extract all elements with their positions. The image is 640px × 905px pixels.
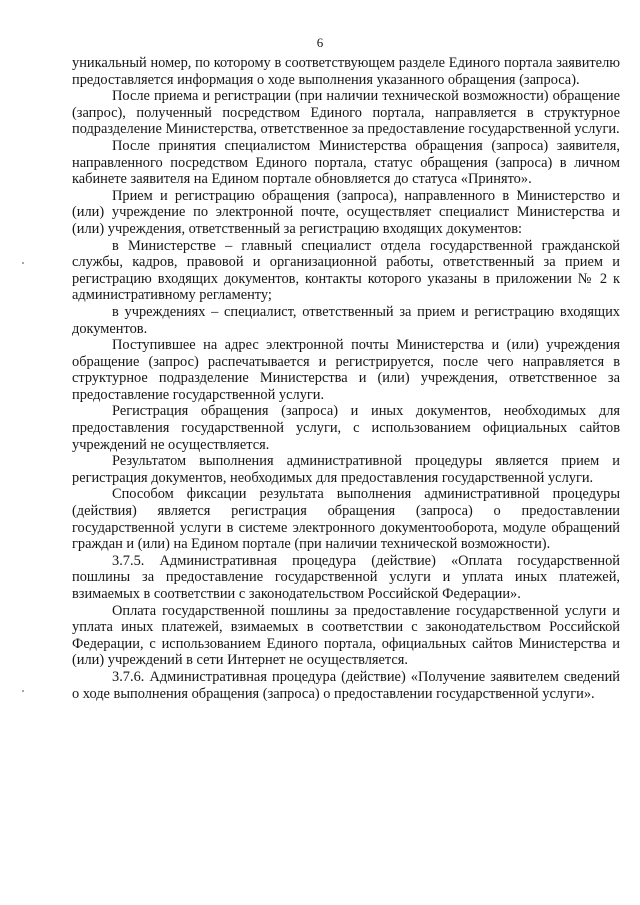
section-heading-3-7-6: 3.7.6. Административная процедура (действие) «Получение заявителем сведений о ходе выполнения обращения (запроса) о предоставлении государственной услуги». [72,668,620,702]
paragraph: Прием и регистрацию обращения (запроса), направленного в Министерство и (или) учреждение по электронной почте, осуществляет специалист Министерства и (или) учреждения, ответственный за регистрацию входящих документов: [72,187,620,237]
paragraph: Результатом выполнения административной процедуры является прием и регистрация документов, необходимых для предоставления государственной услуги. [72,453,620,486]
document-body [72,55,620,702]
paragraph: После приема и регистрации (при наличии технической возможности) обращение (запрос), полученный посредством Единого портала, направляется в структурное подразделение Министерства, ответственное за предоставление государственной услуги. [72,88,620,138]
paragraph: Поступившее на адрес электронной почты Министерства и (или) учреждения обращение (запрос) распечатывается и регистрируется, после чего направляется в структурное подразделение Министерства и (или) учреждения, ответственное за предоставление государственной услуги. [72,337,620,403]
paragraph-continuation: уникальный номер, по которому в соответствующем разделе Единого портала заявителю предоставляется информация о ходе выполнения указанного обращения (запроса). [72,55,620,88]
scan-speck [22,690,24,692]
scan-speck [22,262,24,264]
paragraph: в Министерстве – главный специалист отдела государственной гражданской службы, кадров, правовой и организационной работы, ответственный за прием и регистрацию входящих документов, контакты которого указаны в приложении № 2 к административному регламенту; [72,237,620,304]
paragraph: в учреждениях – специалист, ответственный за прием и регистрацию входящих документов. [72,303,620,337]
paragraph: Способом фиксации результата выполнения административной процедуры (действия) является регистрация обращения (запроса) о предоставлении государственной услуги в системе электронного документооборота, модуле обращений граждан и (или) на Едином портале (при наличии технической возможности). [72,486,620,553]
paragraph: Регистрация обращения (запроса) и иных документов, необходимых для предоставления государственной услуги, с использованием официальных сайтов учреждений не осуществляется. [72,403,620,453]
paragraph: После принятия специалистом Министерства обращения (запроса) заявителя, направленного посредством Единого портала, статус обращения (запроса) в личном кабинете заявителя на Едином портале обновляется до статуса «Принято». [72,137,620,188]
paragraph: Оплата государственной пошлины за предоставление государственной услуги и уплата иных платежей, взимаемых в соответствии с законодательством Российской Федерации, с использованием Единого портала, официальных сайтов Министерства и (или) учреждений в сети Интернет не осуществляется. [72,602,620,669]
page-number: 6 [316,35,324,50]
section-heading-3-7-5: 3.7.5. Административная процедура (действие) «Оплата государственной пошлины за предоставление государственной услуги и уплата иных платежей, взимаемых в соответствии с законодательством Российской Федерации». [72,552,620,602]
